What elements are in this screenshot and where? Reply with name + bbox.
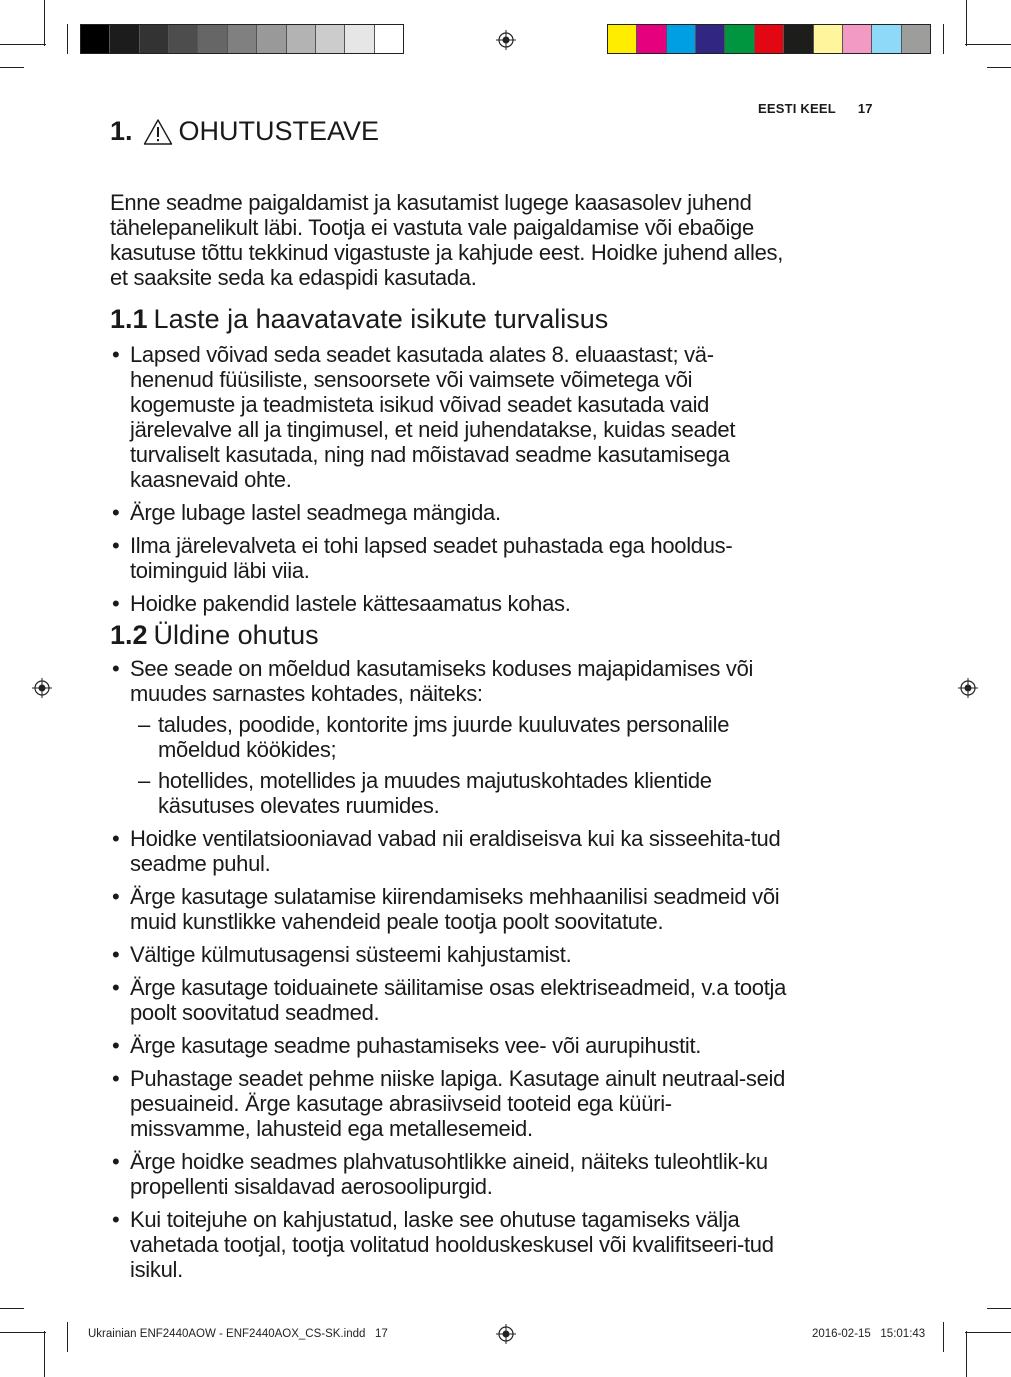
list-item: • Ärge hoidke seadmes plahvatusohtlikke aineid, näiteks tuleohtlik-ku propellenti sisaldavad aerosoolipurgid. (112, 1149, 792, 1199)
grayscale-color-bar (80, 24, 404, 54)
section-heading (110, 304, 608, 335)
intro-paragraph: Enne seadme paigaldamist ja kasutamist lugege kaasasolev juhend tähelepanelikult läbi. Tootja ei vastuta vale paigaldamise või ebaõige kasutuse tõttu tekkinud vigastuste ja kahjude eest. Hoidke juhend alles, et saaksite seda ka edaspidi kasutada. (110, 190, 784, 290)
crop-mark (943, 24, 944, 54)
warning-triangle-icon (143, 118, 173, 146)
sub-list (130, 712, 792, 818)
crop-mark (965, 1332, 1011, 1333)
color-swatch (637, 25, 666, 53)
process-color-bar (607, 24, 931, 54)
gray-swatch (375, 25, 403, 53)
footer-timestamp: 2016-02-15 15:01:43 (812, 1328, 926, 1340)
list-item: • Ärge lubage lastel seadmega mängida. (112, 500, 792, 525)
sub-list-item: – taludes, poodide, kontorite jms juurde kuuluvates personalile mõeldud köökides; (134, 712, 792, 762)
list-item: • Vältige külmutusagensi süsteemi kahjustamist. (112, 942, 792, 967)
color-swatch (872, 25, 901, 53)
gray-swatch (345, 25, 374, 53)
crop-mark (44, 0, 45, 46)
chapter-number: 1. (110, 116, 133, 146)
bullet-list (112, 342, 792, 624)
list-item: • Kui toitejuhe on kahjustatud, laske see ohutuse tagamiseks välja vahetada tootjal, tootja volitatud hoolduskeskusel või kvalifitseeri-tud isikul. (112, 1207, 792, 1282)
crop-mark (0, 67, 24, 68)
list-item-text: See seade on mõeldud kasutamiseks koduses majapidamises või muudes sarnastes kohtades, näiteks: (130, 656, 754, 706)
gray-swatch (198, 25, 227, 53)
crop-mark (966, 0, 967, 46)
crop-mark (0, 1332, 46, 1333)
list-item: • Lapsed võivad seda seadet kasutada alates 8. eluaastast; vä-henenud füüsiliste, sensoorsete või vaimsete võimetega või kogemuste ja teadmisteta isikud võivad seadet kasutada vaid järelevalve all ja tingimusel, et neid juhendatakse, kuidas seadet turvaliselt kasutada, ning nad mõistavad seadme kasutamisega kaasnevaid ohte. (112, 342, 792, 492)
color-swatch (608, 25, 637, 53)
section-heading (110, 620, 319, 651)
list-item: • Ärge kasutage toiduainete säilitamise osas elektriseadmeid, v.a tootja poolt soovitatud seadmed. (112, 975, 792, 1025)
crop-mark (965, 44, 1011, 45)
list-item (112, 656, 792, 818)
running-header (758, 101, 873, 116)
gray-swatch (140, 25, 169, 53)
bullet-list (112, 656, 792, 1290)
crop-mark (67, 24, 68, 54)
registration-mark-icon (958, 678, 978, 698)
registration-mark-icon (496, 1324, 516, 1344)
chapter-title (110, 116, 379, 147)
color-swatch (843, 25, 872, 53)
crop-mark (0, 1308, 24, 1309)
gray-swatch (81, 25, 110, 53)
list-item: • Puhastage seadet pehme niiske lapiga. Kasutage ainult neutraal-seid pesuaineid. Ärge kasutage abrasiivseid tooteid ega küüri-missvamme, lahusteid ega metallesemeid. (112, 1066, 792, 1141)
crop-mark (0, 44, 46, 45)
color-swatch (755, 25, 784, 53)
section-number: 1.2 (110, 620, 148, 650)
crop-mark (966, 1331, 967, 1377)
chapter-heading: OHUTUSTEAVE (178, 116, 380, 146)
color-swatch (667, 25, 696, 53)
gray-swatch (228, 25, 257, 53)
crop-mark (987, 67, 1011, 68)
crop-mark (987, 1308, 1011, 1309)
gray-swatch (169, 25, 198, 53)
list-item: • Hoidke ventilatsiooniavad vabad nii eraldiseisva kui ka sisseehita-tud seadme puhul. (112, 826, 792, 876)
list-item: • Ilma järelevalveta ei tohi lapsed seadet puhastada ega hooldus-toiminguid läbi viia. (112, 533, 792, 583)
sub-list-item: – hotellides, motellides ja muudes majutuskohtades klientide käsutuses olevates ruumides. (134, 768, 792, 818)
language-label: EESTI KEEL (758, 101, 836, 116)
color-swatch (784, 25, 813, 53)
crop-mark (67, 1322, 68, 1352)
section-number: 1.1 (110, 304, 148, 334)
gray-swatch (257, 25, 286, 53)
crop-mark (44, 1331, 45, 1377)
list-item: • Ärge kasutage sulatamise kiirendamiseks mehhaanilisi seadmeid või muid kunstlikke vahendeid peale tootja poolt soovitatute. (112, 884, 792, 934)
color-swatch (696, 25, 725, 53)
gray-swatch (110, 25, 139, 53)
section-title: Laste ja haavatavate isikute turvalisus (153, 304, 609, 334)
gray-swatch (287, 25, 316, 53)
color-swatch (902, 25, 930, 53)
color-swatch (814, 25, 843, 53)
registration-mark-icon (496, 30, 516, 50)
registration-mark-icon (32, 678, 52, 698)
color-swatch (725, 25, 754, 53)
section-title: Üldine ohutus (153, 620, 319, 650)
footer-file-name: Ukrainian ENF2440AOW - ENF2440AOX_CS-SK.indd 17 (88, 1328, 388, 1340)
list-item: • Ärge kasutage seadme puhastamiseks vee- või aurupihustit. (112, 1033, 792, 1058)
crop-mark (943, 1322, 944, 1352)
gray-swatch (316, 25, 345, 53)
page-number: 17 (857, 101, 873, 116)
list-item: • Hoidke pakendid lastele kättesaamatus kohas. (112, 591, 792, 616)
